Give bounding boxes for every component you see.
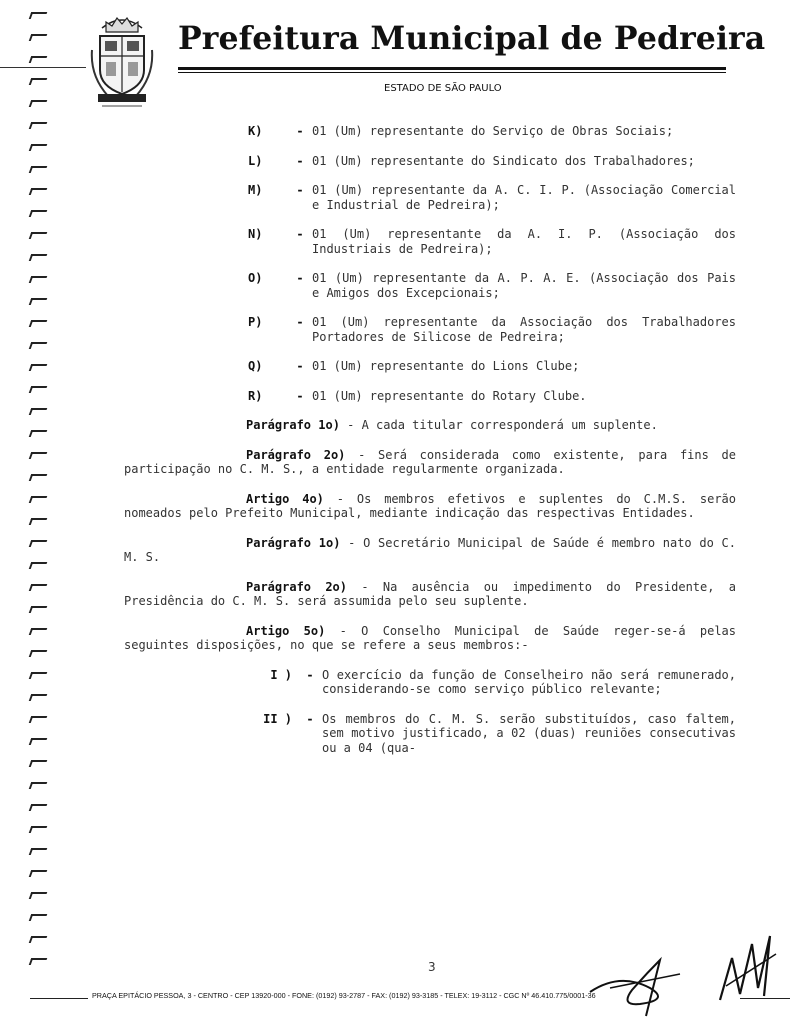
header-rule-left [0, 67, 86, 68]
punch-mark [29, 848, 48, 855]
punch-mark [29, 188, 48, 195]
list-item [246, 183, 736, 212]
item-text: O exercício da função de Conselheiro não será remunerado, considerando-se como serviço público relevante; [322, 667, 736, 696]
item-label: R) [248, 388, 263, 403]
item-label: P) [248, 315, 263, 329]
footer-address: PRAÇA EPITÁCIO PESSOA, 3 - CENTRO - CEP 13920-000 - FONE: (0192) 93-2787 - FAX: (0192) 93-3185 - TELEX: 19-3112 - CGC Nº 46.410.775/0001-36 [92, 991, 596, 1000]
punch-mark [29, 144, 48, 151]
punch-mark [29, 496, 48, 503]
page-title: Prefeitura Municipal de Pedreira [178, 20, 766, 57]
item-text: 01 (Um) representante do Sindicato dos Trabalhadores; [312, 153, 695, 168]
article [124, 624, 736, 653]
punch-mark [29, 782, 48, 789]
item-dash: - [296, 388, 304, 403]
item-dash: - [296, 153, 304, 168]
item-dash: - [306, 711, 314, 726]
list-item [246, 271, 736, 300]
list-item [250, 668, 736, 697]
punch-mark [29, 364, 48, 371]
article-text: - O Conselho Municipal de Saúde reger-se-á pelas seguintes disposições, no que se refere a seus membros:- [124, 623, 736, 652]
list-item [246, 227, 736, 256]
punch-mark [29, 78, 48, 85]
punch-mark [29, 430, 48, 437]
item-dash: - [296, 315, 304, 329]
item-dash: - [296, 227, 304, 241]
article-heading: Artigo 4o) [246, 491, 324, 506]
item-text: 01 (Um) representante da A. C. I. P. (Associação Comercial e Industrial de Pedreira); [312, 183, 736, 212]
footer-rule-left [30, 998, 88, 999]
punch-mark [29, 166, 48, 173]
item-dash: - [296, 271, 304, 285]
paragraph [124, 580, 736, 609]
punch-mark [29, 892, 48, 899]
punch-mark [29, 826, 48, 833]
punch-mark [29, 210, 48, 217]
punch-mark [29, 650, 48, 657]
punch-mark [29, 562, 48, 569]
paragraph-heading: Parágrafo 2o) [246, 447, 346, 462]
item-text: 01 (Um) representante do Lions Clube; [312, 359, 580, 373]
paragraph [124, 536, 736, 565]
punch-mark [29, 298, 48, 305]
paragraph-text: - Na ausência ou impedimento do Presidente, a Presidência do C. M. S. será assumida pelo seu suplente. [124, 579, 737, 608]
item-label: II ) [263, 711, 292, 726]
items-list [124, 124, 736, 403]
punch-mark [29, 694, 48, 701]
punch-mark [29, 386, 48, 393]
punch-mark [29, 738, 48, 745]
paragraph-heading: Parágrafo 1o) [246, 535, 341, 550]
item-dash: - [296, 124, 304, 138]
header-rule-thin [178, 72, 726, 73]
state-subtitle: ESTADO DE SÃO PAULO [384, 83, 502, 94]
punch-mark [29, 672, 48, 679]
punch-mark [29, 276, 48, 283]
punch-mark [29, 342, 48, 349]
punch-mark [29, 254, 48, 261]
item-label: K) [248, 124, 263, 138]
article-text: - Os membros efetivos e suplentes do C.M.S. serão nomeados pelo Prefeito Municipal, mediante indicação das respectivas Entidades. [124, 491, 737, 520]
page-number: 3 [428, 960, 436, 974]
item-label: I ) [270, 667, 292, 682]
item-dash: - [306, 667, 314, 682]
punch-mark [29, 804, 48, 811]
municipal-crest-icon [88, 10, 156, 110]
paragraph-text: - Será considerada como existente, para fins de participação no C. M. S., a entidade regularmente organizada. [124, 447, 737, 476]
punch-mark [29, 320, 48, 327]
handwritten-signature-icon [580, 930, 790, 1020]
item-label: M) [248, 183, 263, 197]
item-dash: - [296, 359, 304, 373]
item-label: Q) [248, 359, 263, 373]
punch-mark [29, 606, 48, 613]
punch-mark [29, 914, 48, 921]
item-label: O) [248, 271, 263, 285]
list-item [246, 389, 736, 404]
punch-mark [29, 958, 48, 965]
paragraph [124, 448, 736, 477]
paragraph-heading: Parágrafo 1o) [246, 418, 340, 432]
item-text: 01 (Um) representante da A. P. A. E. (Associação dos Pais e Amigos dos Excepcionais; [312, 271, 736, 300]
item-text: Os membros do C. M. S. serão substituídos, caso faltem, sem motivo justificado, a 02 (duas) reuniões consecutivas ou a 04 (qua- [322, 711, 736, 755]
punch-mark [29, 628, 48, 635]
item-label: N) [248, 227, 263, 241]
punch-mark [29, 232, 48, 239]
document-body [124, 124, 736, 770]
punch-marks [30, 12, 50, 992]
article-heading: Artigo 5o) [246, 623, 326, 638]
list-item [246, 124, 736, 139]
punch-mark [29, 760, 48, 767]
punch-mark [29, 870, 48, 877]
list-item [246, 154, 736, 169]
punch-mark [29, 34, 48, 41]
footer-rule-right [740, 998, 790, 999]
punch-mark [29, 716, 48, 723]
punch-mark [29, 474, 48, 481]
punch-mark [29, 100, 48, 107]
punch-mark [29, 12, 48, 19]
item-dash: - [296, 183, 304, 197]
punch-mark [29, 56, 48, 63]
article [124, 492, 736, 521]
item-text: 01 (Um) representante do Rotary Clube. [312, 388, 587, 403]
paragraph [124, 418, 736, 433]
list-item [246, 359, 736, 374]
item-text: 01 (Um) representante do Serviço de Obras Sociais; [312, 124, 674, 138]
paragraph-heading: Parágrafo 2o) [246, 579, 348, 594]
punch-mark [29, 122, 48, 129]
punch-mark [29, 936, 48, 943]
item-text: 01 (Um) representante da A. I. P. (Associação dos Industriais de Pedreira); [312, 227, 736, 256]
item-text: 01 (Um) representante da Associação dos Trabalhadores Portadores de Silicose de Pedreira; [312, 315, 736, 344]
punch-mark [29, 584, 48, 591]
paragraph-text: - A cada titular corresponderá um suplente. [339, 418, 658, 432]
punch-mark [29, 452, 48, 459]
list-item [250, 712, 736, 756]
punch-mark [29, 540, 48, 547]
punch-mark [29, 408, 48, 415]
item-label: L) [248, 153, 263, 168]
header-rule-thick [178, 67, 726, 70]
paragraph-text: - O Secretário Municipal de Saúde é membro nato do C. M. S. [124, 535, 736, 564]
punch-mark [29, 518, 48, 525]
list-item [246, 315, 736, 344]
